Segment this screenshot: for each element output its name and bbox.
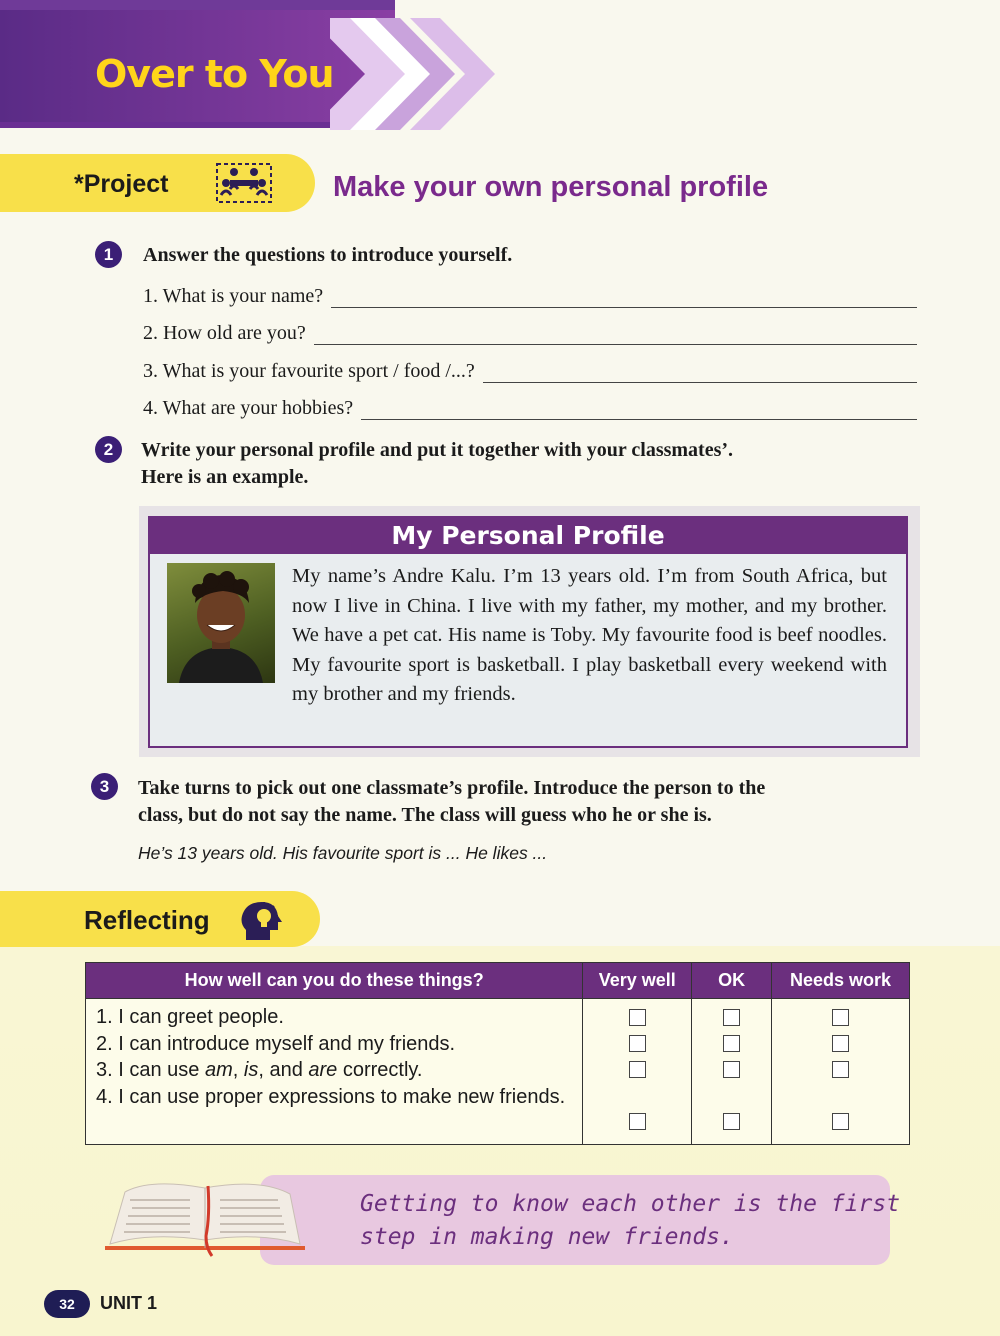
open-book-icon bbox=[100, 1178, 315, 1258]
profile-heading: My Personal Profile bbox=[148, 516, 908, 554]
checkbox-needs-work-2[interactable] bbox=[832, 1035, 849, 1052]
checkbox-ok-4[interactable] bbox=[723, 1113, 740, 1130]
project-label: *Project bbox=[74, 170, 169, 198]
question-2-text: 2. How old are you? bbox=[143, 322, 306, 344]
quote-line-1: Getting to know each other is the first bbox=[360, 1191, 901, 1217]
question-1 bbox=[143, 285, 917, 308]
checkbox-ok-1[interactable] bbox=[723, 1009, 740, 1026]
question-3 bbox=[143, 360, 917, 383]
checkbox-needs-work-3[interactable] bbox=[832, 1061, 849, 1078]
step-3-line-1: Take turns to pick out one classmate’s profile. Introduce the person to the bbox=[138, 777, 766, 799]
profile-text: My name’s Andre Kalu. I’m 13 years old. I’m from South Africa, but now I live in China. I live with my father, my mother, and my brother. We have a pet cat. His name is Toby. My favourite food is beef noodles. My favourite sport is basketball. I play basketball every weekend with my brother and my friends. bbox=[292, 565, 887, 706]
checkbox-very-well-2[interactable] bbox=[629, 1035, 646, 1052]
step-3-line-2: class, but do not say the name. The class will guess who he or she is. bbox=[138, 804, 712, 826]
skill-item-4: 4. I can use proper expressions to make new friends. bbox=[96, 1085, 566, 1108]
step-1-instruction: Answer the questions to introduce yourself. bbox=[143, 244, 513, 266]
answer-line-3[interactable] bbox=[483, 363, 917, 383]
reflecting-label: Reflecting bbox=[84, 905, 210, 935]
skill-item-3: 3. I can use am, is, and are correctly. bbox=[96, 1059, 423, 1081]
step-3-example: He’s 13 years old. His favourite sport is ... He likes ... bbox=[138, 843, 548, 863]
step-2-line-1: Write your personal profile and put it together with your classmates’. bbox=[141, 439, 734, 461]
step-3-badge: 3 bbox=[91, 773, 118, 800]
quote-text bbox=[360, 1188, 900, 1254]
group-work-icon bbox=[216, 163, 272, 203]
checkbox-needs-work-1[interactable] bbox=[832, 1009, 849, 1026]
head-lightbulb-icon bbox=[240, 898, 284, 942]
checkbox-ok-3[interactable] bbox=[723, 1061, 740, 1078]
project-title: Make your own personal profile bbox=[333, 171, 769, 203]
step-2-line-2: Here is an example. bbox=[141, 466, 309, 488]
checkbox-very-well-1[interactable] bbox=[629, 1009, 646, 1026]
chevron-arrows-icon bbox=[330, 18, 500, 130]
table-header-needs-work: Needs work bbox=[772, 963, 910, 999]
skills-cell bbox=[86, 999, 583, 1145]
question-4-text: 4. What are your hobbies? bbox=[143, 397, 354, 419]
question-2 bbox=[143, 322, 917, 345]
checkbox-very-well-4[interactable] bbox=[629, 1113, 646, 1130]
quote-line-2: step in making new friends. bbox=[360, 1224, 734, 1250]
ok-column bbox=[692, 999, 772, 1145]
question-1-text: 1. What is your name? bbox=[143, 285, 324, 307]
skill-item-2: 2. I can introduce myself and my friends. bbox=[96, 1032, 456, 1055]
question-3-text: 3. What is your favourite sport / food /...? bbox=[143, 360, 475, 382]
step-2-badge: 2 bbox=[95, 436, 122, 463]
reflecting-table bbox=[85, 962, 910, 1145]
table-header-very-well: Very well bbox=[583, 963, 692, 999]
page-number: 32 bbox=[44, 1290, 90, 1318]
unit-label: UNIT 1 bbox=[100, 1293, 158, 1313]
very-well-column bbox=[583, 999, 692, 1145]
step-3-instruction bbox=[138, 775, 918, 829]
table-header-skill: How well can you do these things? bbox=[86, 963, 583, 999]
needs-work-column bbox=[772, 999, 910, 1145]
answer-line-4[interactable] bbox=[361, 400, 917, 420]
step-1-badge: 1 bbox=[95, 241, 122, 268]
table-header-ok: OK bbox=[692, 963, 772, 999]
page-title: Over to You bbox=[95, 52, 334, 96]
skill-item-1: 1. I can greet people. bbox=[96, 1006, 284, 1028]
step-2-instruction bbox=[141, 437, 911, 491]
profile-photo bbox=[167, 563, 275, 683]
checkbox-ok-2[interactable] bbox=[723, 1035, 740, 1052]
checkbox-very-well-3[interactable] bbox=[629, 1061, 646, 1078]
answer-line-2[interactable] bbox=[314, 325, 917, 345]
question-4 bbox=[143, 397, 917, 420]
answer-line-1[interactable] bbox=[331, 288, 917, 308]
checkbox-needs-work-4[interactable] bbox=[832, 1113, 849, 1130]
